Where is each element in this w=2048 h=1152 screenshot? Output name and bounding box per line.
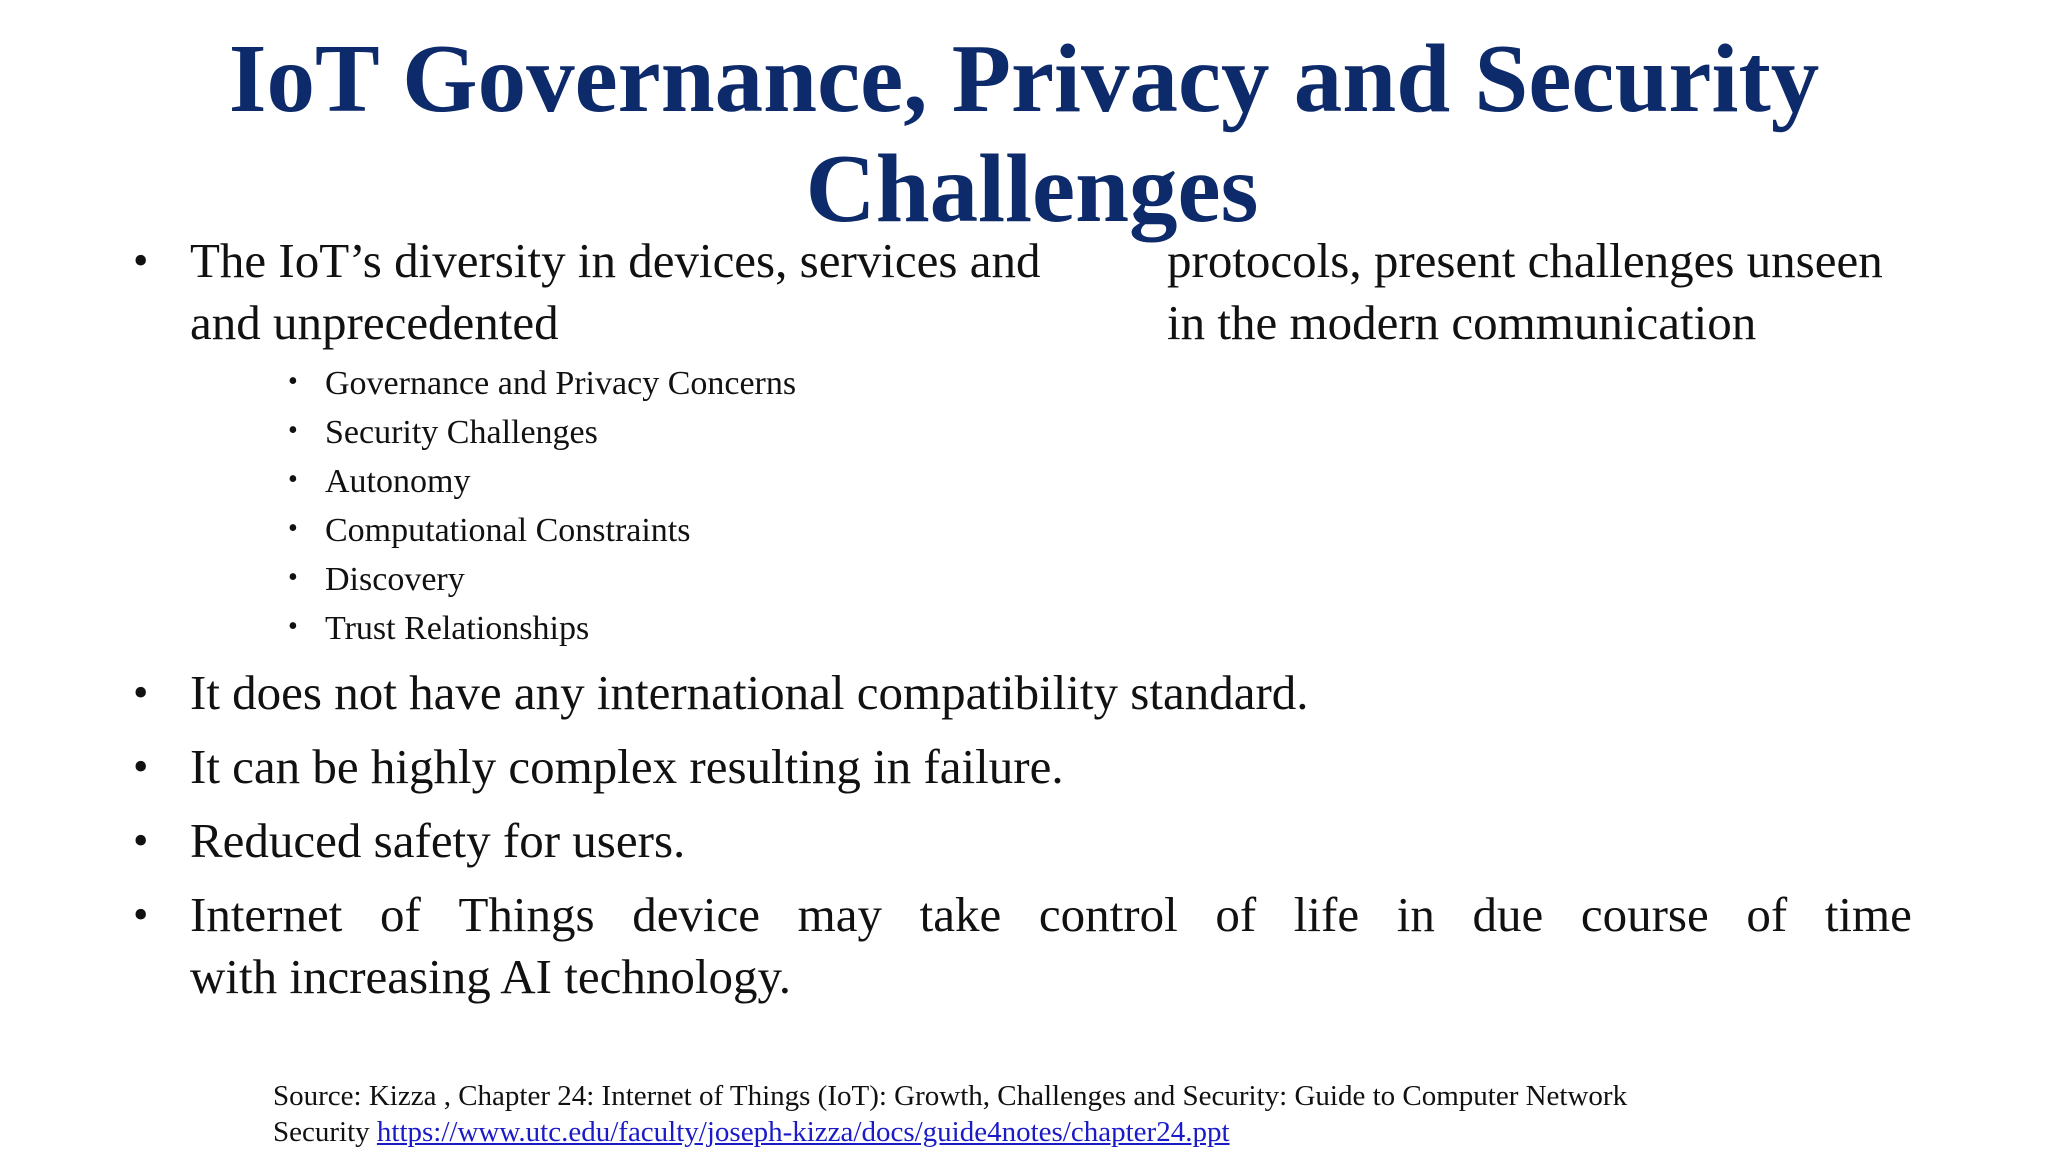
sub-bullet (288, 364, 797, 404)
sub-bullet-text: Trust Relationships (325, 610, 590, 647)
source-line-1: Source: Kizza , Chapter 24: Internet of Things (IoT): Growth, Challenges and Security: Guide to Computer Network (273, 1080, 1628, 1112)
bullet-word: may (797, 887, 883, 942)
source-prefix: Security (273, 1116, 377, 1148)
bullet-dot-icon: • (133, 236, 149, 285)
sub-bullet-dot-icon: • (288, 513, 298, 544)
sub-bullet-dot-icon: • (288, 464, 298, 495)
bullet-iot-diversity-right (1167, 230, 1967, 354)
bullet-word: Internet (190, 887, 343, 942)
bullet-word: of (1215, 887, 1257, 942)
sub-bullet-dot-icon: • (288, 611, 298, 642)
bullet-text-line: in the modern communication (1167, 295, 1757, 350)
sub-bullet-text: Discovery (325, 561, 465, 598)
bullet-text: It can be highly complex resulting in failure. (190, 739, 1064, 794)
sub-bullet-text: Governance and Privacy Concerns (325, 365, 797, 402)
sub-bullet-text: Computational Constraints (325, 512, 691, 549)
bullet-word: of (1746, 887, 1788, 942)
bullet-text-line: and unprecedented (190, 295, 559, 350)
bullet-dot-icon: • (133, 816, 149, 865)
bullet-word: due (1472, 887, 1544, 942)
sub-bullet (288, 560, 465, 600)
bullet-complexity (133, 736, 1064, 798)
bullet-text-line-justified (190, 884, 1912, 946)
bullet-word: in (1396, 887, 1435, 942)
bullet-text-line: The IoT’s diversity in devices, services and (190, 233, 1041, 288)
bullet-word: of (379, 887, 421, 942)
sub-bullet (288, 511, 691, 551)
source-line-2 (273, 1114, 1627, 1150)
sub-bullet-dot-icon: • (288, 562, 298, 593)
bullet-word: course (1580, 887, 1709, 942)
sub-bullet-dot-icon: • (288, 415, 298, 446)
sub-bullet-text: Autonomy (325, 463, 471, 500)
bullet-dot-icon: • (133, 742, 149, 791)
source-citation (273, 1078, 1627, 1150)
bullet-text-line: protocols, present challenges unseen (1167, 233, 1883, 288)
bullet-ai-control (133, 884, 1912, 1008)
bullet-compatibility (133, 662, 1309, 724)
bullet-dot-icon: • (133, 890, 149, 939)
slide-title (0, 24, 2048, 244)
source-link[interactable]: https://www.utc.edu/faculty/joseph-kizza/docs/guide4notes/chapter24.ppt (376, 1116, 1230, 1148)
sub-bullet (288, 609, 590, 649)
bullet-word: device (632, 887, 761, 942)
bullet-dot-icon: • (133, 668, 149, 717)
sub-bullet-text: Security Challenges (325, 414, 598, 451)
bullet-safety (133, 810, 686, 872)
bullet-word: time (1824, 887, 1912, 942)
bullet-text: It does not have any international compatibility standard. (190, 665, 1309, 720)
title-line-1: IoT Governance, Privacy and Security (228, 25, 1820, 132)
sub-bullet (288, 413, 598, 453)
title-line-2: Challenges (805, 135, 1259, 242)
bullet-word: Things (458, 887, 595, 942)
bullet-word: control (1038, 887, 1178, 942)
bullet-word: take (919, 887, 1002, 942)
sub-bullet-dot-icon: • (288, 366, 298, 397)
sub-bullet (288, 462, 471, 502)
bullet-text-line: with increasing AI technology. (190, 949, 792, 1004)
bullet-text: Reduced safety for users. (190, 813, 686, 868)
bullet-word: life (1293, 887, 1360, 942)
bullet-iot-diversity-left (190, 230, 1110, 354)
